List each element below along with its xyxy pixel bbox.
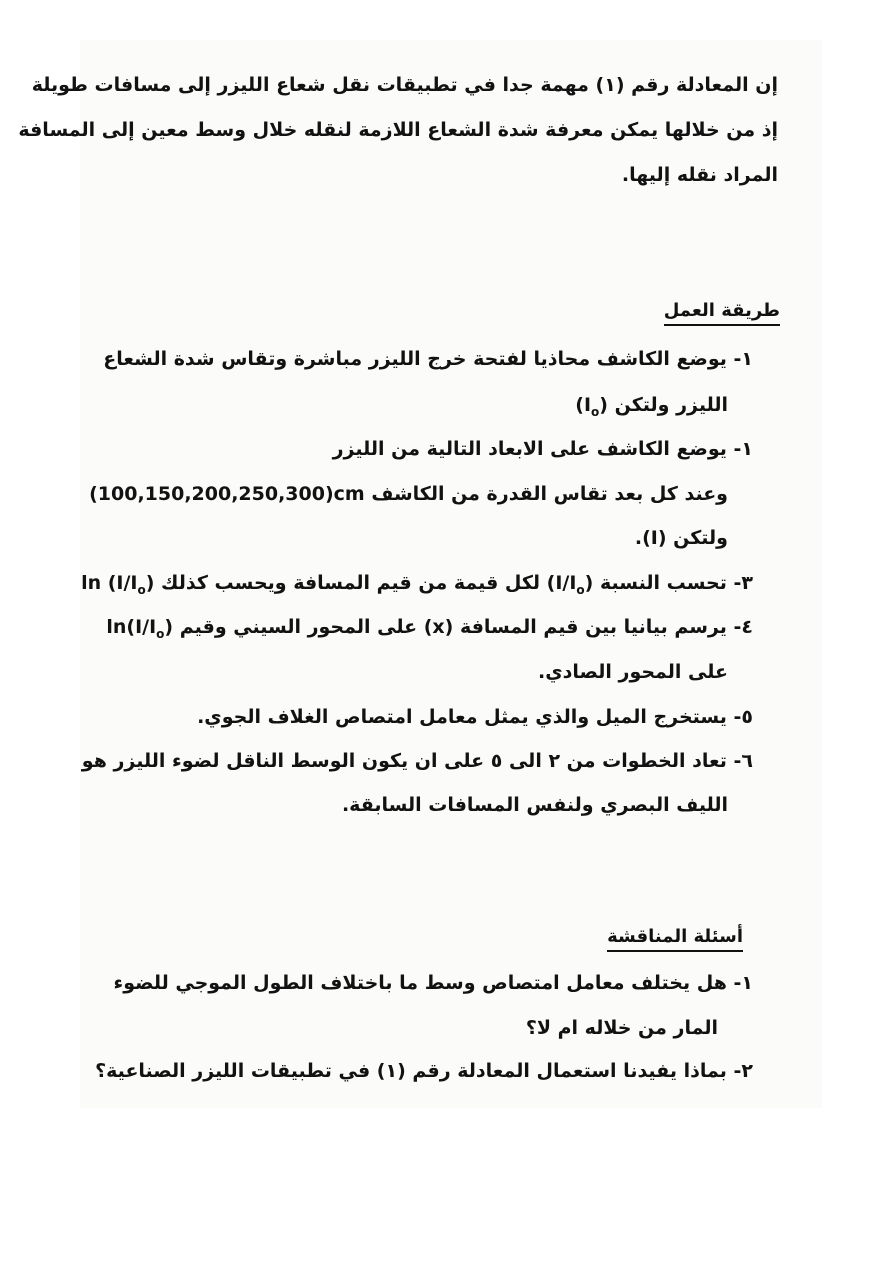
step-2-line-3: ولتكن (I). (634, 527, 728, 549)
question-2-line: ٢- بماذا يفيدنا استعمال المعادلة رقم (١) في تطبيقات الليزر الصناعية؟ (95, 1060, 753, 1082)
intro-line-1: إن المعادلة رقم (١) مهمة جدا في تطبيقات نقل شعاع الليزر إلى مسافات طويلة (31, 74, 778, 96)
intro-line-2: إذ من خلالها يمكن معرفة شدة الشعاع اللازمة لنقله خلال وسط معين إلى المسافة (18, 119, 778, 141)
intro-line-3: المراد نقله إليها. (621, 164, 778, 186)
step-2-line-1: ١- يوضع الكاشف على الابعاد التالية من الليزر (332, 438, 753, 460)
step-5-line: ٥- يستخرج الميل والذي يمثل معامل امتصاص الغلاف الجوي. (197, 706, 753, 728)
step-4-line-1: ٤- يرسم بيانيا بين قيم المسافة (x) على المحور السيني وقيم $\ln(I/I_o)$ (106, 616, 753, 641)
step-1-line-1: ١- يوضع الكاشف محاذيا لفتحة خرج الليزر مباشرة وتقاس شدة الشعاع (103, 348, 753, 370)
step-2-line-2: (100,150,200,250,300)cm وعند كل بعد تقاس القدرة من الكاشف (89, 483, 728, 505)
procedure-heading: طريقة العمل (664, 299, 780, 326)
step-6-line-2: الليف البصري ولنفس المسافات السابقة. (341, 794, 728, 816)
step-4-line-2: على المحور الصادي. (538, 661, 728, 683)
step-3-line: ٣- تحسب النسبة $(I/I_o)$ لكل قيمة من قيم المسافة ويحسب كذلك $\ln (I/I_o)$ (81, 572, 753, 597)
intensity-symbol: $(I_o)$ (575, 394, 608, 419)
question-1-line-1: ١- هل يختلف معامل امتصاص وسط ما باختلاف الطول الموجي للضوء (113, 972, 753, 994)
step-6-line-1: ٦- تعاد الخطوات من ٢ الى ٥ على ان يكون الوسط الناقل لضوء الليزر هو (81, 750, 753, 772)
step-1-line-2 (575, 392, 728, 425)
step-1-text: الليزر ولتكن (614, 394, 728, 416)
question-1-line-2: المار من خلاله ام لا؟ (525, 1017, 718, 1039)
discussion-heading: أسئلة المناقشة (607, 925, 743, 952)
